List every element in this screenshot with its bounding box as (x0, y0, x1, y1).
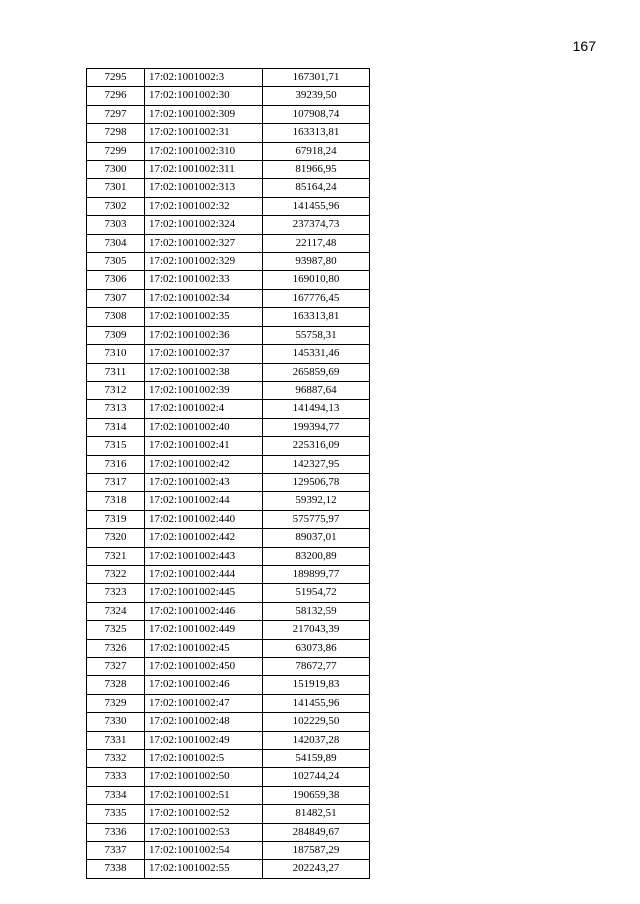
cadastral-code-cell: 17:02:1001002:5 (145, 750, 263, 768)
table-row (87, 676, 370, 694)
cadastral-code-cell: 17:02:1001002:39 (145, 381, 263, 399)
amount-cell: 59392,12 (263, 492, 370, 510)
amount-cell: 93987,80 (263, 253, 370, 271)
cadastral-code-cell: 17:02:1001002:30 (145, 87, 263, 105)
row-number-cell: 7311 (87, 363, 145, 381)
row-number-cell: 7317 (87, 473, 145, 491)
cadastral-code-cell: 17:02:1001002:43 (145, 473, 263, 491)
cadastral-code-cell: 17:02:1001002:45 (145, 639, 263, 657)
table-row (87, 473, 370, 491)
cadastral-code-cell: 17:02:1001002:37 (145, 345, 263, 363)
row-number-cell: 7338 (87, 860, 145, 878)
table-row (87, 437, 370, 455)
cadastral-code-cell: 17:02:1001002:47 (145, 694, 263, 712)
cadastral-code-cell: 17:02:1001002:310 (145, 142, 263, 160)
amount-cell: 265859,69 (263, 363, 370, 381)
row-number-cell: 7316 (87, 455, 145, 473)
amount-cell: 141455,96 (263, 197, 370, 215)
amount-cell: 58132,59 (263, 602, 370, 620)
cadastral-code-cell: 17:02:1001002:3 (145, 69, 263, 87)
row-number-cell: 7303 (87, 216, 145, 234)
row-number-cell: 7323 (87, 584, 145, 602)
row-number-cell: 7306 (87, 271, 145, 289)
table-row (87, 621, 370, 639)
amount-cell: 51954,72 (263, 584, 370, 602)
table-row (87, 308, 370, 326)
amount-cell: 167301,71 (263, 69, 370, 87)
amount-cell: 167776,45 (263, 289, 370, 307)
row-number-cell: 7324 (87, 602, 145, 620)
row-number-cell: 7320 (87, 529, 145, 547)
table-row (87, 842, 370, 860)
row-number-cell: 7300 (87, 161, 145, 179)
cadastral-code-cell: 17:02:1001002:313 (145, 179, 263, 197)
cadastral-code-cell: 17:02:1001002:44 (145, 492, 263, 510)
table-row (87, 584, 370, 602)
amount-cell: 54159,89 (263, 750, 370, 768)
table-row (87, 253, 370, 271)
amount-cell: 163313,81 (263, 124, 370, 142)
table-row (87, 124, 370, 142)
amount-cell: 145331,46 (263, 345, 370, 363)
cadastral-code-cell: 17:02:1001002:50 (145, 768, 263, 786)
table-row (87, 768, 370, 786)
row-number-cell: 7313 (87, 400, 145, 418)
cadastral-code-cell: 17:02:1001002:329 (145, 253, 263, 271)
row-number-cell: 7322 (87, 565, 145, 583)
data-table (86, 68, 370, 879)
data-table-container (86, 68, 370, 879)
cadastral-code-cell: 17:02:1001002:52 (145, 805, 263, 823)
page-number: 167 (572, 38, 596, 54)
table-row (87, 69, 370, 87)
row-number-cell: 7312 (87, 381, 145, 399)
amount-cell: 129506,78 (263, 473, 370, 491)
cadastral-code-cell: 17:02:1001002:445 (145, 584, 263, 602)
cadastral-code-cell: 17:02:1001002:446 (145, 602, 263, 620)
table-row (87, 713, 370, 731)
amount-cell: 217043,39 (263, 621, 370, 639)
cadastral-code-cell: 17:02:1001002:449 (145, 621, 263, 639)
table-row (87, 694, 370, 712)
table-row (87, 87, 370, 105)
row-number-cell: 7310 (87, 345, 145, 363)
cadastral-code-cell: 17:02:1001002:31 (145, 124, 263, 142)
row-number-cell: 7325 (87, 621, 145, 639)
amount-cell: 102744,24 (263, 768, 370, 786)
cadastral-code-cell: 17:02:1001002:36 (145, 326, 263, 344)
table-row (87, 492, 370, 510)
row-number-cell: 7332 (87, 750, 145, 768)
table-row (87, 455, 370, 473)
cadastral-code-cell: 17:02:1001002:311 (145, 161, 263, 179)
row-number-cell: 7336 (87, 823, 145, 841)
cadastral-code-cell: 17:02:1001002:444 (145, 565, 263, 583)
amount-cell: 142037,28 (263, 731, 370, 749)
cadastral-code-cell: 17:02:1001002:443 (145, 547, 263, 565)
table-row (87, 234, 370, 252)
row-number-cell: 7304 (87, 234, 145, 252)
table-row (87, 823, 370, 841)
table-row (87, 289, 370, 307)
table-row (87, 105, 370, 123)
amount-cell: 81966,95 (263, 161, 370, 179)
row-number-cell: 7329 (87, 694, 145, 712)
row-number-cell: 7318 (87, 492, 145, 510)
cadastral-code-cell: 17:02:1001002:42 (145, 455, 263, 473)
cadastral-code-cell: 17:02:1001002:324 (145, 216, 263, 234)
amount-cell: 107908,74 (263, 105, 370, 123)
cadastral-code-cell: 17:02:1001002:34 (145, 289, 263, 307)
amount-cell: 141494,13 (263, 400, 370, 418)
table-row (87, 271, 370, 289)
row-number-cell: 7301 (87, 179, 145, 197)
amount-cell: 575775,97 (263, 510, 370, 528)
row-number-cell: 7305 (87, 253, 145, 271)
cadastral-code-cell: 17:02:1001002:48 (145, 713, 263, 731)
cadastral-code-cell: 17:02:1001002:54 (145, 842, 263, 860)
row-number-cell: 7297 (87, 105, 145, 123)
row-number-cell: 7333 (87, 768, 145, 786)
table-row (87, 363, 370, 381)
row-number-cell: 7302 (87, 197, 145, 215)
amount-cell: 163313,81 (263, 308, 370, 326)
amount-cell: 202243,27 (263, 860, 370, 878)
row-number-cell: 7337 (87, 842, 145, 860)
table-row (87, 750, 370, 768)
cadastral-code-cell: 17:02:1001002:33 (145, 271, 263, 289)
row-number-cell: 7296 (87, 87, 145, 105)
cadastral-code-cell: 17:02:1001002:51 (145, 786, 263, 804)
table-row (87, 565, 370, 583)
table-row (87, 161, 370, 179)
row-number-cell: 7330 (87, 713, 145, 731)
table-row (87, 326, 370, 344)
table-row (87, 658, 370, 676)
table-row (87, 731, 370, 749)
cadastral-code-cell: 17:02:1001002:309 (145, 105, 263, 123)
row-number-cell: 7319 (87, 510, 145, 528)
amount-cell: 83200,89 (263, 547, 370, 565)
table-row (87, 418, 370, 436)
row-number-cell: 7309 (87, 326, 145, 344)
amount-cell: 142327,95 (263, 455, 370, 473)
table-row (87, 786, 370, 804)
amount-cell: 141455,96 (263, 694, 370, 712)
table-row (87, 529, 370, 547)
row-number-cell: 7328 (87, 676, 145, 694)
row-number-cell: 7331 (87, 731, 145, 749)
amount-cell: 81482,51 (263, 805, 370, 823)
table-row (87, 547, 370, 565)
cadastral-code-cell: 17:02:1001002:38 (145, 363, 263, 381)
amount-cell: 169010,80 (263, 271, 370, 289)
row-number-cell: 7295 (87, 69, 145, 87)
amount-cell: 78672,77 (263, 658, 370, 676)
amount-cell: 189899,77 (263, 565, 370, 583)
table-row (87, 345, 370, 363)
amount-cell: 225316,09 (263, 437, 370, 455)
cadastral-code-cell: 17:02:1001002:32 (145, 197, 263, 215)
amount-cell: 190659,38 (263, 786, 370, 804)
amount-cell: 151919,83 (263, 676, 370, 694)
cadastral-code-cell: 17:02:1001002:442 (145, 529, 263, 547)
row-number-cell: 7299 (87, 142, 145, 160)
amount-cell: 199394,77 (263, 418, 370, 436)
table-row (87, 860, 370, 878)
cadastral-code-cell: 17:02:1001002:35 (145, 308, 263, 326)
cadastral-code-cell: 17:02:1001002:41 (145, 437, 263, 455)
amount-cell: 67918,24 (263, 142, 370, 160)
cadastral-code-cell: 17:02:1001002:46 (145, 676, 263, 694)
cadastral-code-cell: 17:02:1001002:49 (145, 731, 263, 749)
table-row (87, 197, 370, 215)
cadastral-code-cell: 17:02:1001002:450 (145, 658, 263, 676)
table-row (87, 602, 370, 620)
table-row (87, 805, 370, 823)
cadastral-code-cell: 17:02:1001002:327 (145, 234, 263, 252)
row-number-cell: 7334 (87, 786, 145, 804)
table-row (87, 179, 370, 197)
table-row (87, 142, 370, 160)
table-row (87, 400, 370, 418)
amount-cell: 22117,48 (263, 234, 370, 252)
cadastral-code-cell: 17:02:1001002:40 (145, 418, 263, 436)
table-body (87, 69, 370, 879)
amount-cell: 284849,67 (263, 823, 370, 841)
amount-cell: 85164,24 (263, 179, 370, 197)
row-number-cell: 7307 (87, 289, 145, 307)
amount-cell: 237374,73 (263, 216, 370, 234)
row-number-cell: 7327 (87, 658, 145, 676)
table-row (87, 639, 370, 657)
amount-cell: 96887,64 (263, 381, 370, 399)
row-number-cell: 7321 (87, 547, 145, 565)
row-number-cell: 7314 (87, 418, 145, 436)
cadastral-code-cell: 17:02:1001002:440 (145, 510, 263, 528)
amount-cell: 187587,29 (263, 842, 370, 860)
table-row (87, 216, 370, 234)
row-number-cell: 7315 (87, 437, 145, 455)
amount-cell: 39239,50 (263, 87, 370, 105)
table-row (87, 510, 370, 528)
amount-cell: 102229,50 (263, 713, 370, 731)
row-number-cell: 7298 (87, 124, 145, 142)
cadastral-code-cell: 17:02:1001002:53 (145, 823, 263, 841)
cadastral-code-cell: 17:02:1001002:4 (145, 400, 263, 418)
row-number-cell: 7308 (87, 308, 145, 326)
amount-cell: 63073,86 (263, 639, 370, 657)
amount-cell: 89037,01 (263, 529, 370, 547)
cadastral-code-cell: 17:02:1001002:55 (145, 860, 263, 878)
amount-cell: 55758,31 (263, 326, 370, 344)
row-number-cell: 7335 (87, 805, 145, 823)
table-row (87, 381, 370, 399)
row-number-cell: 7326 (87, 639, 145, 657)
